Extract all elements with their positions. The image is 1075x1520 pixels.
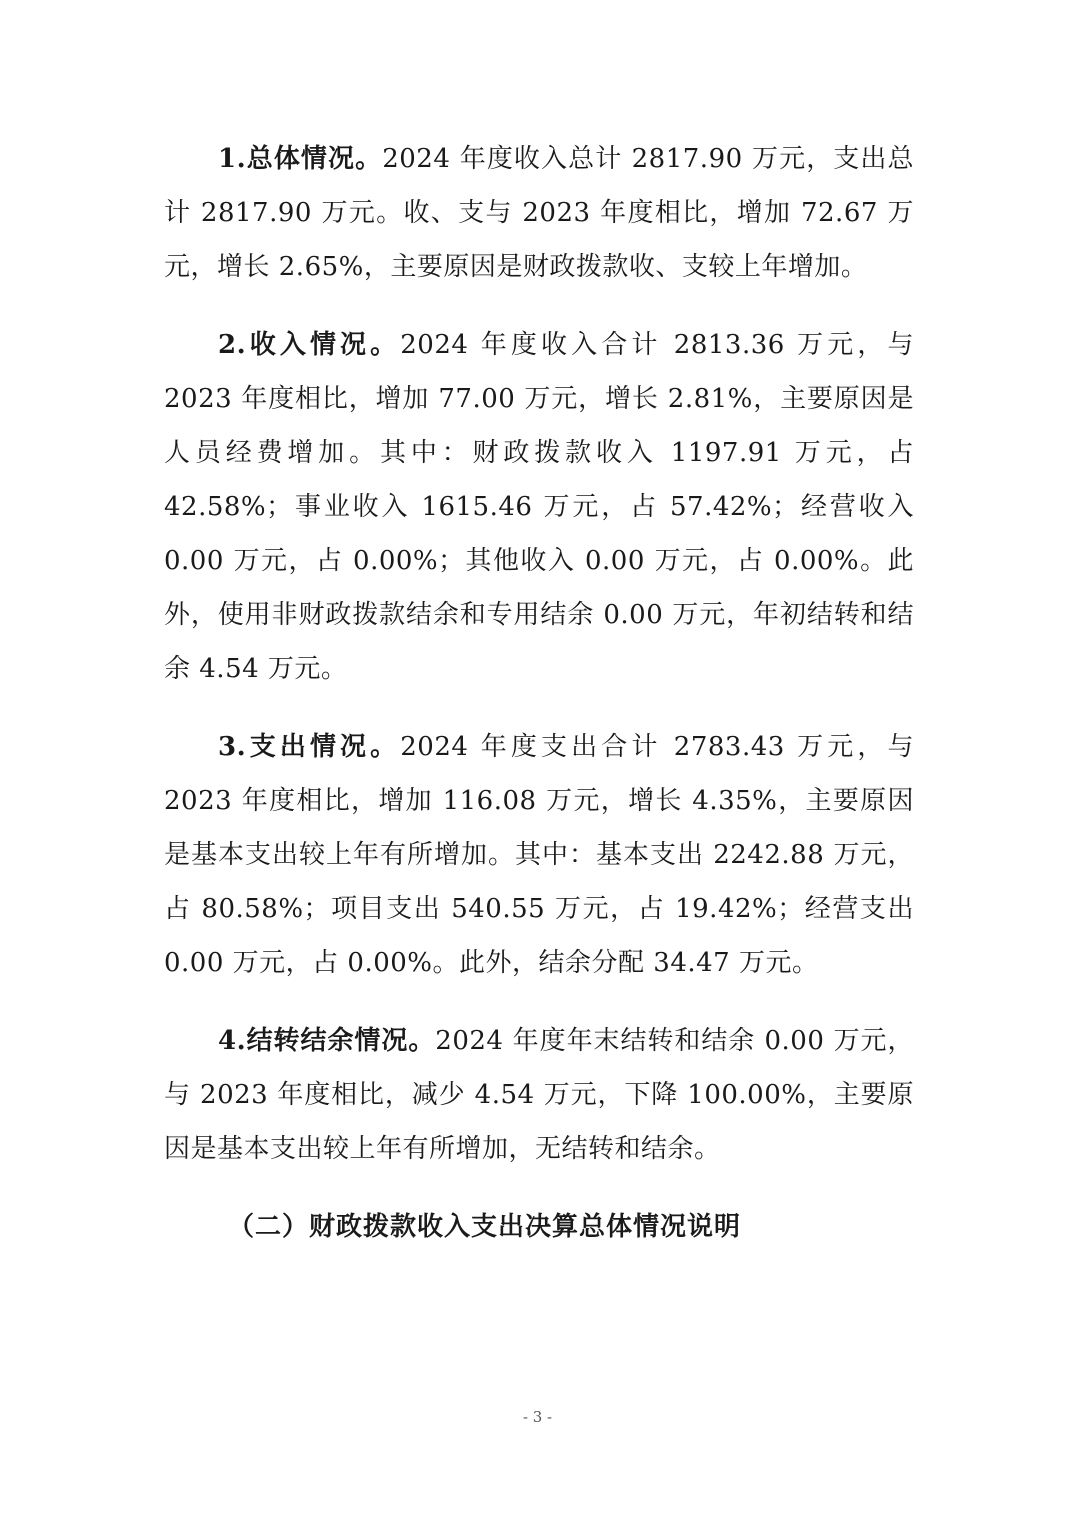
paragraph-carryover — [164, 1014, 914, 1176]
paragraph-income — [164, 318, 914, 696]
section-heading: （二）财政拨款收入支出决算总体情况说明 — [228, 1212, 742, 1242]
paragraph-text: 2024 年度收入总计 2817.90 万元，支出总计 2817.90 万元。收、支与 2023 年度相比，增加 72.67 万元，增长 2.65%，主要原因是财政拨款收、支较上年增加。 — [164, 144, 914, 282]
paragraph-expenditure — [164, 720, 914, 990]
paragraph-overall — [164, 132, 914, 294]
paragraph-lead: 3.支出情况。 — [218, 732, 401, 762]
paragraph-lead: 4.结转结余情况。 — [218, 1026, 436, 1056]
paragraph-text: 2024 年度收入合计 2813.36 万元，与 2023 年度相比，增加 77.00 万元，增长 2.81%，主要原因是人员经费增加。其中：财政拨款收入 1197.91 万元，占 42.58%；事业收入 1615.46 万元，占 57.42%；经营收入 0.00 万元，占 0.00%；其他收入 0.00 万元，占 0.00%。此外，使用非财政拨款结余和专用结余 0.00 万元，年初结转和结余 4.54 万元。 — [164, 330, 914, 684]
paragraph-lead: 2.收入情况。 — [218, 330, 401, 360]
document-body — [164, 132, 914, 1254]
paragraph-lead: 1.总体情况。 — [218, 144, 383, 174]
paragraph-text: 2024 年度支出合计 2783.43 万元，与 2023 年度相比，增加 116.08 万元，增长 4.35%，主要原因是基本支出较上年有所增加。其中：基本支出 2242.88 万元，占 80.58%；项目支出 540.55 万元，占 19.42%；经营支出 0.00 万元，占 0.00%。此外，结余分配 34.47 万元。 — [164, 732, 914, 978]
paragraph-text: 2024 年度年末结转和结余 0.00 万元，与 2023 年度相比，减少 4.54 万元，下降 100.00%，主要原因是基本支出较上年有所增加，无结转和结余。 — [164, 1026, 914, 1164]
page-number: - 3 - — [522, 1408, 553, 1426]
